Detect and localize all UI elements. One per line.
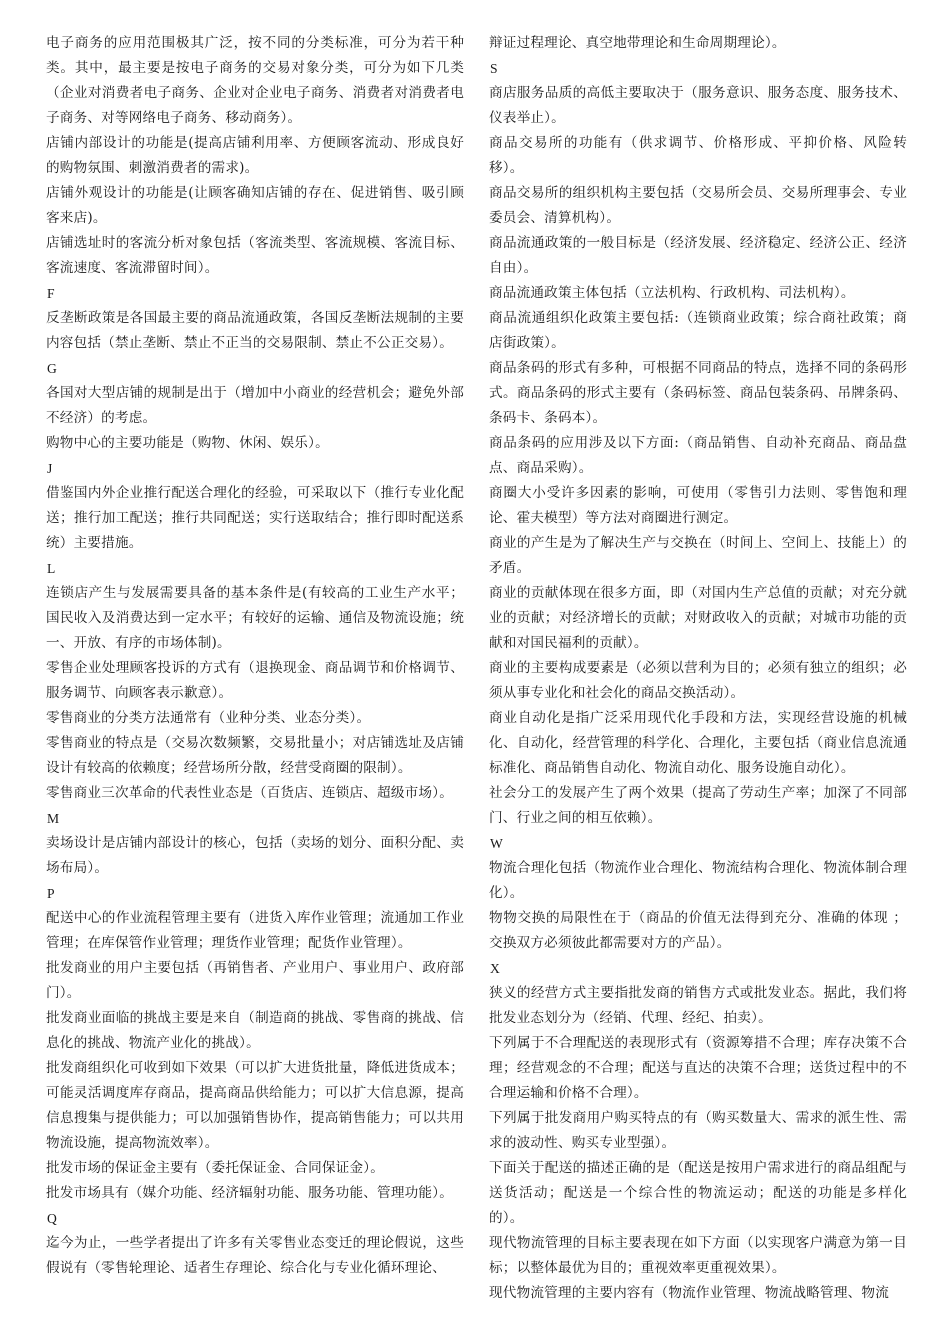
- qa-entry: 零售商业的分类方法通常有（业种分类、业态分类）。: [46, 710, 371, 726]
- qa-entry: 店铺选址时的客流分析对象包括（客流类型、客流规模、客流目标、客流速度、客流滞留时间）。: [46, 235, 464, 276]
- qa-entry: 电子商务的应用范围极其广泛，按不同的分类标准，可分为若干种类。其中，最主要是按电子商务的交易对象分类，可分为如下几类（企业对消费者电子商务、企业对企业电子商务、消费者对消费者电子商务、对等网络电子商务、移动商务）。: [46, 35, 464, 126]
- qa-entry: 购物中心的主要功能是（购物、休闲、娱乐）。: [46, 435, 329, 451]
- left-column: [46, 31, 464, 1281]
- section-letter: F: [47, 286, 55, 301]
- qa-entry: 商业的贡献体现在很多方面，即（对国内生产总值的贡献；对充分就业的贡献；对经济增长的贡献；对财政收入的贡献；对城市功能的贡献和对国民福利的贡献）。: [489, 585, 907, 651]
- qa-entry: 商业的主要构成要素是（必须以营利为目的；必须有独立的组织；必须从事专业化和社会化的商品交换活动）。: [489, 660, 907, 701]
- qa-entry: 零售商业三次革命的代表性业态是（百货店、连锁店、超级市场）。: [46, 785, 454, 801]
- qa-entry: 下列属于批发商用户购买特点的有（购买数量大、需求的派生性、需求的波动性、购买专业型强）。: [489, 1110, 907, 1151]
- qa-entry: 商品交易所的组织机构主要包括（交易所会员、交易所理事会、专业委员会、清算机构）。: [489, 185, 907, 226]
- qa-entry: 批发市场的保证金主要有（委托保证金、合同保证金）。: [46, 1160, 385, 1176]
- qa-entry: 狭义的经营方式主要指批发商的销售方式或批发业态。据此，我们将批发业态划分为（经销、代理、经纪、拍卖）。: [489, 985, 907, 1026]
- section-letter: S: [490, 61, 498, 76]
- qa-entry: 反垄断政策是各国最主要的商品流通政策，各国反垄断法规制的主要内容包括（禁止垄断、禁止不正当的交易限制、禁止不公正交易）。: [46, 310, 464, 351]
- qa-entry: 下列属于不合理配送的表现形式有（资源筹措不合理；库存决策不合理；经营观念的不合理；配送与直达的决策不合理；送货过程中的不合理运输和价格不合理）。: [489, 1035, 907, 1101]
- section-letter: L: [47, 561, 56, 576]
- qa-entry: 商业的产生是为了解决生产与交换在（时间上、空间上、技能上）的矛盾。: [489, 535, 907, 576]
- qa-entry: 辩证过程理论、真空地带理论和生命周期理论）。: [489, 35, 786, 51]
- qa-entry: 批发市场具有（媒介功能、经济辐射功能、服务功能、管理功能）。: [46, 1185, 454, 1201]
- qa-entry: 店铺外观设计的功能是(让顾客确知店铺的存在、促进销售、吸引顾客来店)。: [46, 185, 464, 226]
- qa-entry: 商业自动化是指广泛采用现代化手段和方法，实现经营设施的机械化、自动化，经营管理的科学化、合理化，主要包括（商业信息流通标准化、商品销售自动化、物流自动化、服务设施自动化）。: [489, 710, 907, 776]
- qa-entry: 商品流通政策的一般目标是（经济发展、经济稳定、经济公正、经济自由）。: [489, 235, 907, 276]
- section-letter: X: [490, 961, 500, 976]
- qa-entry: 商品流通组织化政策主要包括:（连锁商业政策；综合商社政策；商店街政策）。: [489, 310, 907, 351]
- section-letter: J: [47, 461, 53, 476]
- qa-entry: 下面关于配送的描述正确的是（配送是按用户需求进行的商品组配与送货活动；配送是一个综合性的物流运动；配送的功能是多样化的）。: [489, 1160, 907, 1226]
- qa-entry: 物物交换的局限性在于（商品的价值无法得到充分、准确的体现 ；交换双方必须彼此都需要对方的产品）。: [489, 910, 907, 951]
- qa-entry: 现代物流管理的主要内容有（物流作业管理、物流战略管理、物流: [489, 1285, 890, 1301]
- qa-entry: 连锁店产生与发展需要具备的基本条件是(有较高的工业生产水平；国民收入及消费达到一定水平；有较好的运输、通信及物流设施；统一、开放、有序的市场体制)。: [46, 585, 464, 651]
- section-letter: P: [47, 886, 55, 901]
- qa-entry: 零售商业的特点是（交易次数频繁，交易批量小；对店铺选址及店铺设计有较高的依赖度；经营场所分散，经营受商圈的限制）。: [46, 735, 464, 776]
- qa-entry: 借鉴国内外企业推行配送合理化的经验，可采取以下（推行专业化配送；推行加工配送；推行共同配送；实行送取结合；推行即时配送系统）主要措施。: [46, 485, 464, 551]
- qa-entry: 批发商业面临的挑战主要是来自（制造商的挑战、零售商的挑战、信息化的挑战、物流产业化的挑战）。: [46, 1010, 464, 1051]
- right-column: [489, 31, 907, 1306]
- qa-entry: 店铺内部设计的功能是(提高店铺利用率、方便顾客流动、形成良好的购物氛围、刺激消费者的需求)。: [46, 135, 464, 176]
- qa-entry: 商品交易所的功能有（供求调节、价格形成、平抑价格、风险转移）。: [489, 135, 907, 176]
- qa-entry: 迄今为止，一些学者提出了许多有关零售业态变迁的理论假说，这些假说有（零售轮理论、适者生存理论、综合化与专业化循环理论、: [46, 1235, 464, 1276]
- qa-entry: 各国对大型店铺的规制是出于（增加中小商业的经营机会；避免外部不经济）的考虑。: [46, 385, 464, 426]
- qa-entry: 批发商业的用户主要包括（再销售者、产业用户、事业用户、政府部门）。: [46, 960, 464, 1001]
- section-letter: G: [47, 361, 57, 376]
- qa-entry: 批发商组织化可收到如下效果（可以扩大进货批量，降低进货成本；可能灵活调度库存商品，提高商品供给能力；可以扩大信息源，提高信息搜集与提供能力；可以加强销售协作，提高销售能力；可以共用物流设施，提高物流效率）。: [46, 1060, 464, 1151]
- qa-entry: 商品流通政策主体包括（立法机构、行政机构、司法机构）。: [489, 285, 855, 301]
- qa-entry: 商品条码的应用涉及以下方面:（商品销售、自动补充商品、商品盘点、商品采购）。: [489, 435, 907, 476]
- qa-entry: 零售企业处理顾客投诉的方式有（退换现金、商品调节和价格调节、服务调节、向顾客表示歉意）。: [46, 660, 464, 701]
- qa-entry: 商圈大小受许多因素的影响，可使用（零售引力法则、零售饱和理论、霍夫模型）等方法对商圈进行测定。: [489, 485, 907, 526]
- qa-entry: 现代物流管理的目标主要表现在如下方面（以实现客户满意为第一目标；以整体最优为目的；重视效率更重视效果）。: [489, 1235, 907, 1276]
- qa-entry: 商店服务品质的高低主要取决于（服务意识、服务态度、服务技术、仪表举止）。: [489, 85, 907, 126]
- qa-entry: 配送中心的作业流程管理主要有（进货入库作业管理；流通加工作业管理；在库保管作业管理；理货作业管理；配货作业管理）。: [46, 910, 464, 951]
- qa-entry: 商品条码的形式有多种，可根据不同商品的特点，选择不同的条码形式。商品条码的形式主要有（条码标签、商品包装条码、吊牌条码、条码卡、条码本）。: [489, 360, 907, 426]
- section-letter: W: [490, 836, 503, 851]
- qa-entry: 物流合理化包括（物流作业合理化、物流结构合理化、物流体制合理化）。: [489, 860, 907, 901]
- qa-entry: 卖场设计是店铺内部设计的核心，包括（卖场的划分、面积分配、卖场布局）。: [46, 835, 464, 876]
- qa-entry: 社会分工的发展产生了两个效果（提高了劳动生产率；加深了不同部门、行业之间的相互依赖）。: [489, 785, 907, 826]
- section-letter: M: [47, 811, 60, 826]
- section-letter: Q: [47, 1211, 57, 1226]
